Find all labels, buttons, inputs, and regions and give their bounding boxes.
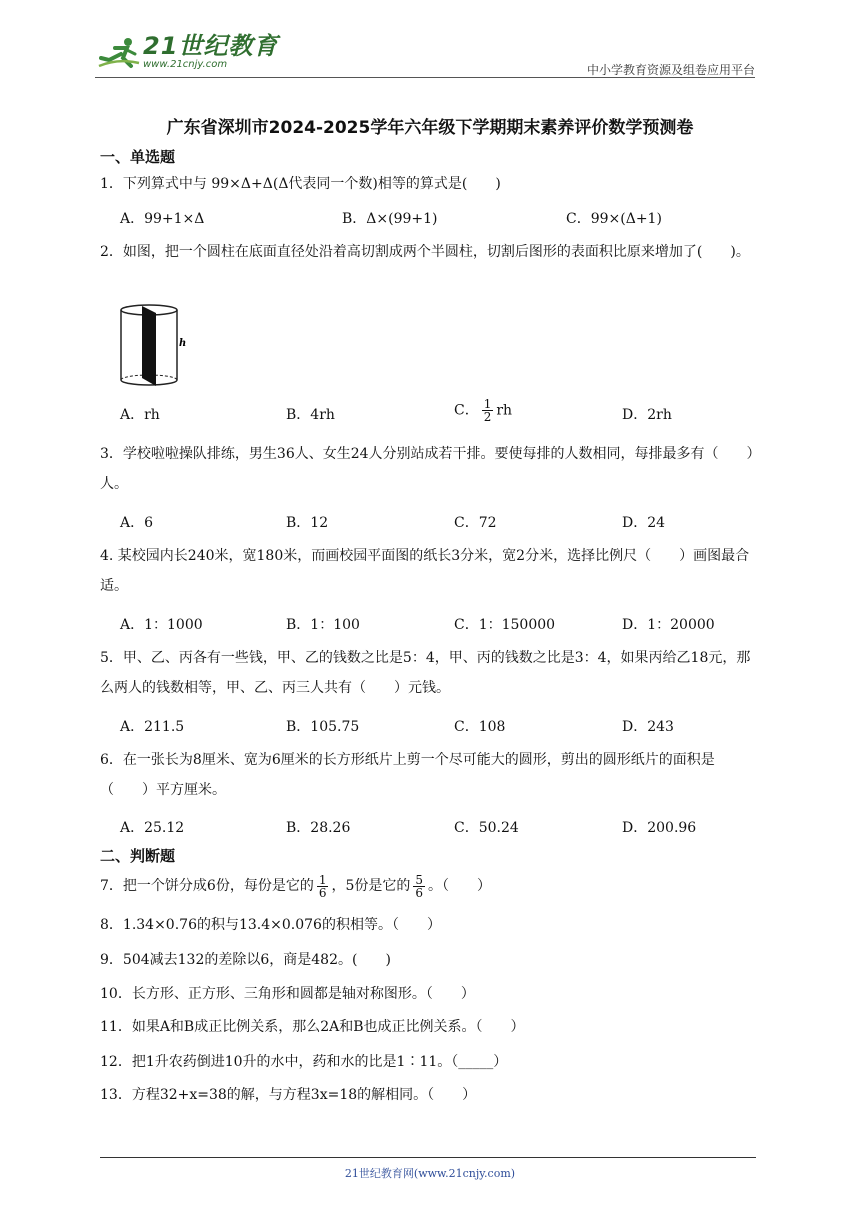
option-a[interactable]: A．6 — [120, 515, 154, 531]
fraction-five-sixths: $\frac{5}{6}$ — [415, 872, 424, 900]
fraction-one-sixth: $\frac{1}{6}$ — [318, 872, 327, 900]
option-b[interactable]: B．12 — [286, 515, 329, 531]
option-a[interactable]: A．25.12 — [120, 820, 185, 836]
question-1-options — [120, 208, 760, 230]
option-b[interactable]: B．4rh — [286, 407, 335, 423]
question-2: 2．如图，把一个圆柱在底面直径处沿着高切割成两个半圆柱，切割后图形的表面积比原来增加了( )。 — [100, 244, 750, 260]
question-5-options — [120, 716, 760, 738]
section-single-choice: 一、单选题 — [100, 148, 176, 166]
height-label: h — [179, 338, 187, 349]
logo-name: 21世纪教育 — [143, 32, 279, 60]
option-d[interactable]: D．2rh — [622, 407, 672, 423]
question-5: 5．甲、乙、丙各有一些钱，甲、乙的钱数之比是5：4，甲、丙的钱数之比是3：4，如果丙给乙18元，那么两人的钱数相等，甲、乙、丙三人共有（ ）元钱。 — [100, 650, 751, 696]
option-b[interactable]: B．105.75 — [286, 719, 360, 735]
header-divider — [95, 77, 755, 78]
option-d[interactable]: D．24 — [622, 515, 666, 531]
cylinder-figure — [116, 302, 188, 392]
question-1: 1．下列算式中与 99×Δ+Δ(Δ代表同一个数)相等的算式是( ) — [100, 176, 501, 192]
question-6-options — [120, 817, 760, 839]
question-13: 13．方程32+x=38的解，与方程3x=18的解相同。（ ） — [100, 1087, 477, 1103]
question-11: 11．如果A和B成正比例关系，那么2A和B也成正比例关系。（ ） — [100, 1019, 525, 1035]
option-c[interactable]: C．72 — [454, 515, 497, 531]
question-9: 9．504减去132的差除以6，商是482。( ) — [100, 952, 391, 968]
option-a[interactable]: A．99+1×Δ — [120, 211, 205, 227]
footer-divider — [100, 1157, 756, 1158]
option-d[interactable]: D．200.96 — [622, 820, 697, 836]
platform-name: 中小学教育资源及组卷应用平台 — [586, 63, 755, 77]
option-c[interactable]: C．99×(Δ+1) — [566, 211, 662, 227]
question-4-options — [120, 614, 760, 636]
site-logo[interactable] — [95, 34, 278, 71]
option-a[interactable]: A．211.5 — [120, 719, 185, 735]
option-b[interactable]: B．28.26 — [286, 820, 351, 836]
question-8: 8．1.34×0.76的积与13.4×0.076的积相等。（ ） — [100, 917, 441, 933]
option-c[interactable]: C． $\frac{1}{2}$ rh — [454, 397, 513, 424]
option-b[interactable]: B．1：100 — [286, 617, 360, 633]
question-10: 10．长方形、正方形、三角形和圆都是轴对称图形。（ ） — [100, 986, 475, 1002]
question-3: 3．学校啦啦操队排练，男生36人、女生24人分别站成若干排。要使每排的人数相同，每排最多有（ ）人。 — [100, 446, 754, 492]
question-6: 6．在一张长为8厘米、宽为6厘米的长方形纸片上剪一个尽可能大的圆形，剪出的圆形纸片的面积是（ ）平方厘米。 — [100, 752, 715, 798]
option-d[interactable]: D．243 — [622, 719, 674, 735]
cylinder-icon — [116, 302, 188, 388]
page-header — [95, 28, 755, 80]
fraction-one-half: $\frac{1}{2}$ — [483, 397, 492, 424]
logo-url: www.21cnjy.com — [143, 59, 228, 70]
footer-link[interactable]: 21世纪教育网(www.21cnjy.com) — [344, 1167, 516, 1180]
option-a[interactable]: A．rh — [120, 407, 160, 423]
option-c[interactable]: C．50.24 — [454, 820, 519, 836]
option-d[interactable]: D．1：20000 — [622, 617, 715, 633]
section-judge: 二、判断题 — [100, 847, 176, 865]
option-c[interactable]: C．1：150000 — [454, 617, 556, 633]
page-title: 广东省深圳市2024-2025学年六年级下学期期末素养评价数学预测卷 — [166, 118, 694, 138]
question-3-options — [120, 512, 760, 534]
option-c[interactable]: C．108 — [454, 719, 506, 735]
option-b[interactable]: B．Δ×(99+1) — [342, 211, 438, 227]
question-7: 7．把一个饼分成6份，每份是它的 $\frac{1}{6}$ ，5份是它的 $\frac{5}{6}$ 。（ ） — [100, 872, 492, 900]
question-12: 12．把1升农药倒进10升的水中，药和水的比是1∶11。（_____） — [100, 1054, 508, 1070]
runner-logo-icon — [95, 36, 141, 70]
question-4: 4. 某校园内长240米，宽180米，而画校园平面图的纸长3分米，宽2分米，选择比例尺（ ）画图最合适。 — [100, 548, 750, 594]
option-a[interactable]: A．1：1000 — [120, 617, 203, 633]
question-2-options — [120, 397, 760, 426]
